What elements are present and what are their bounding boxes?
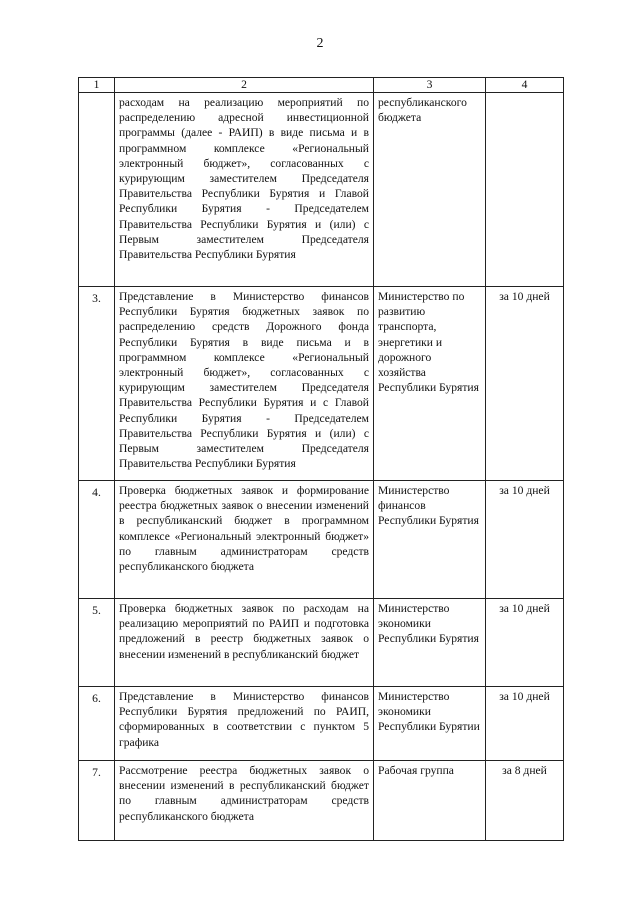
row-number: 4. [79, 481, 115, 599]
row-deadline: за 8 дней [486, 761, 564, 841]
table-row [79, 481, 564, 599]
header-cell-responsible: 3 [374, 78, 486, 93]
row-deadline: за 10 дней [486, 481, 564, 599]
row-number: 5. [79, 599, 115, 687]
header-cell-number: 1 [79, 78, 115, 93]
row-deadline: за 10 дней [486, 687, 564, 761]
row-responsible: Министерство финансов Республики Бурятия [374, 481, 486, 599]
table-row [79, 599, 564, 687]
row-action: Проверка бюджетных заявок и формирование реестра бюджетных заявок о внесении изменений в республиканский бюджет в программном комплексе «Региональный электронный бюджет» по главным администраторам средств республиканского бюджета [115, 481, 374, 599]
row-responsible: Министерство экономики Республики Бурятии [374, 687, 486, 761]
row-number: 6. [79, 687, 115, 761]
table-row [79, 93, 564, 287]
row-action: Представление в Министерство финансов Республики Бурятия бюджетных заявок по распределению средств Дорожного фонда Республики Бурятия в виде письма и в программном комплексе «Региональный электронный бюджет», согласованных с курирующим заместителем Председателя Правительства Республики Бурятия и с Главой Республики Бурятия - Председателем Правительства Республики Бурятия и (или) с Первым заместителем Председателя Правительства Республики Бурятия [115, 287, 374, 481]
row-responsible: Министерство экономики Республики Бурятия [374, 599, 486, 687]
row-responsible: Рабочая группа [374, 761, 486, 841]
row-deadline [486, 93, 564, 287]
row-action: Рассмотрение реестра бюджетных заявок о внесении изменений в республиканский бюджет по главным администраторам средств республиканского бюджета [115, 761, 374, 841]
row-deadline: за 10 дней [486, 287, 564, 481]
schedule-table [78, 77, 564, 841]
row-number: 3. [79, 287, 115, 481]
row-responsible: Министерство по развитию транспорта, энергетики и дорожного хозяйства Республики Бурятия [374, 287, 486, 481]
row-action: Представление в Министерство финансов Республики Бурятия предложений по РАИП, сформированных в соответствии с пунктом 5 графика [115, 687, 374, 761]
header-cell-deadline: 4 [486, 78, 564, 93]
row-number [79, 93, 115, 287]
table-row [79, 287, 564, 481]
table-row [79, 761, 564, 841]
table-row [79, 687, 564, 761]
table-header-row [79, 78, 564, 93]
row-deadline: за 10 дней [486, 599, 564, 687]
page-number: 2 [316, 36, 324, 51]
header-cell-action: 2 [115, 78, 374, 93]
row-action: расходам на реализацию мероприятий по распределению адресной инвестиционной программы (далее - РАИП) в виде письма и в программном комплексе «Региональный электронный бюджет», согласованных с курирующим заместителем Председателя Правительства Республики Бурятия и Главой Республики Бурятия - Председателем Правительства Республики Бурятия и (или) с Первым заместителем Председателя Правительства Республики Бурятия [115, 93, 374, 287]
row-responsible: республиканского бюджета [374, 93, 486, 287]
row-action: Проверка бюджетных заявок по расходам на реализацию мероприятий по РАИП и подготовка предложений в реестр бюджетных заявок о внесении изменений в республиканский бюджет [115, 599, 374, 687]
row-number: 7. [79, 761, 115, 841]
